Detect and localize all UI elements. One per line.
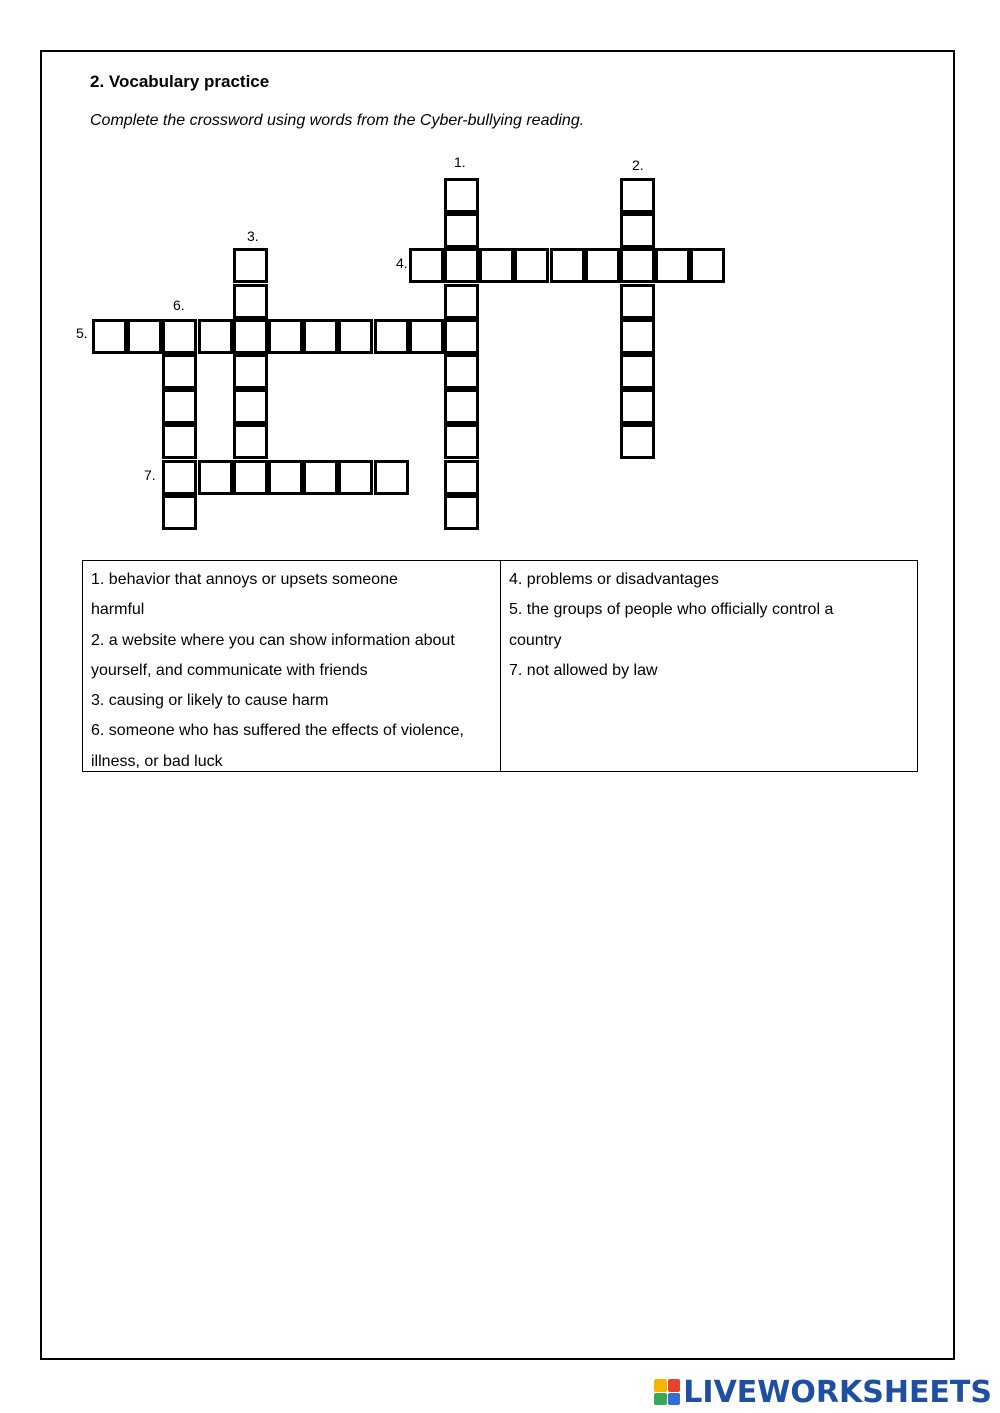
clue-line: 7. not allowed by law (509, 661, 658, 679)
logo-square (668, 1379, 681, 1392)
crossword-cell[interactable] (479, 248, 514, 283)
clue-line: 1. behavior that annoys or upsets someone (91, 571, 398, 588)
crossword-cell[interactable] (444, 248, 479, 283)
logo-square (668, 1393, 681, 1406)
clue-number-6: 6. (173, 297, 185, 313)
crossword-cell[interactable] (268, 319, 303, 354)
logo-square (654, 1393, 667, 1406)
clue-number-1: 1. (454, 154, 466, 170)
crossword-cell[interactable] (198, 460, 233, 495)
brand-name: LIVEWORKSHEETS (683, 1374, 992, 1410)
crossword-cell[interactable] (585, 248, 620, 283)
crossword-cell[interactable] (444, 495, 479, 530)
clue-number-2: 2. (632, 157, 644, 173)
crossword-cell[interactable] (162, 424, 197, 459)
clue-line: illness, or bad luck (91, 752, 223, 770)
crossword-cell[interactable] (374, 460, 409, 495)
crossword-cell[interactable] (127, 319, 162, 354)
crossword-cell[interactable] (620, 354, 655, 389)
crossword-cell[interactable] (162, 319, 197, 354)
section-heading: 2. Vocabulary practice (90, 72, 270, 91)
crossword-cell[interactable] (303, 460, 338, 495)
crossword-cell[interactable] (444, 354, 479, 389)
crossword-cell[interactable] (550, 248, 585, 283)
crossword-cell[interactable] (655, 248, 690, 283)
crossword-cell[interactable] (690, 248, 725, 283)
crossword-grid (0, 0, 1000, 560)
crossword-cell[interactable] (444, 319, 479, 354)
clue-line: 4. problems or disadvantages (509, 571, 719, 588)
crossword-cell[interactable] (233, 460, 268, 495)
crossword-cell[interactable] (92, 319, 127, 354)
clues-column-left (83, 561, 500, 771)
crossword-cell[interactable] (162, 460, 197, 495)
clue-number-5: 5. (76, 325, 88, 341)
clue-line: country (509, 631, 562, 649)
clue-number-4: 4. (396, 255, 408, 271)
crossword-cell[interactable] (444, 460, 479, 495)
clue-number-3: 3. (247, 228, 259, 244)
crossword-cell[interactable] (620, 319, 655, 354)
clue-line: 3. causing or likely to cause harm (91, 692, 329, 710)
crossword-cell[interactable] (620, 213, 655, 248)
clue-line: harmful (91, 601, 145, 619)
crossword-cell[interactable] (620, 178, 655, 213)
crossword-cell[interactable] (268, 460, 303, 495)
crossword-cell[interactable] (198, 319, 233, 354)
crossword-cell[interactable] (233, 389, 268, 424)
crossword-cell[interactable] (620, 248, 655, 283)
crossword-cell[interactable] (338, 319, 373, 354)
crossword-cell[interactable] (620, 284, 655, 319)
crossword-cell[interactable] (444, 213, 479, 248)
clue-line: yourself, and communicate with friends (91, 661, 368, 679)
brand-logo-icon (654, 1379, 680, 1405)
crossword-cell[interactable] (444, 424, 479, 459)
crossword-cell[interactable] (233, 424, 268, 459)
crossword-cell[interactable] (233, 248, 268, 283)
clue-number-7: 7. (144, 467, 156, 483)
instruction-text: Complete the crossword using words from the Cyber-bullying reading. (90, 112, 585, 129)
clue-line: 5. the groups of people who officially control a (509, 601, 834, 619)
clue-line: 6. someone who has suffered the effects of violence, (91, 722, 464, 740)
logo-square (654, 1379, 667, 1392)
crossword-cell[interactable] (444, 389, 479, 424)
crossword-cell[interactable] (303, 319, 338, 354)
crossword-cell[interactable] (620, 424, 655, 459)
crossword-cell[interactable] (409, 248, 444, 283)
crossword-cell[interactable] (233, 319, 268, 354)
crossword-cell[interactable] (444, 178, 479, 213)
crossword-cell[interactable] (162, 389, 197, 424)
crossword-cell[interactable] (162, 354, 197, 389)
clues-column-right (500, 561, 917, 771)
crossword-cell[interactable] (374, 319, 409, 354)
clues-table (82, 560, 918, 772)
crossword-cell[interactable] (338, 460, 373, 495)
clue-line: 2. a website where you can show information about (91, 631, 455, 649)
brand-watermark (654, 1375, 992, 1409)
crossword-cell[interactable] (233, 354, 268, 389)
crossword-cell[interactable] (514, 248, 549, 283)
crossword-cell[interactable] (444, 284, 479, 319)
crossword-cell[interactable] (233, 284, 268, 319)
crossword-cell[interactable] (162, 495, 197, 530)
crossword-cell[interactable] (409, 319, 444, 354)
crossword-cell[interactable] (620, 389, 655, 424)
